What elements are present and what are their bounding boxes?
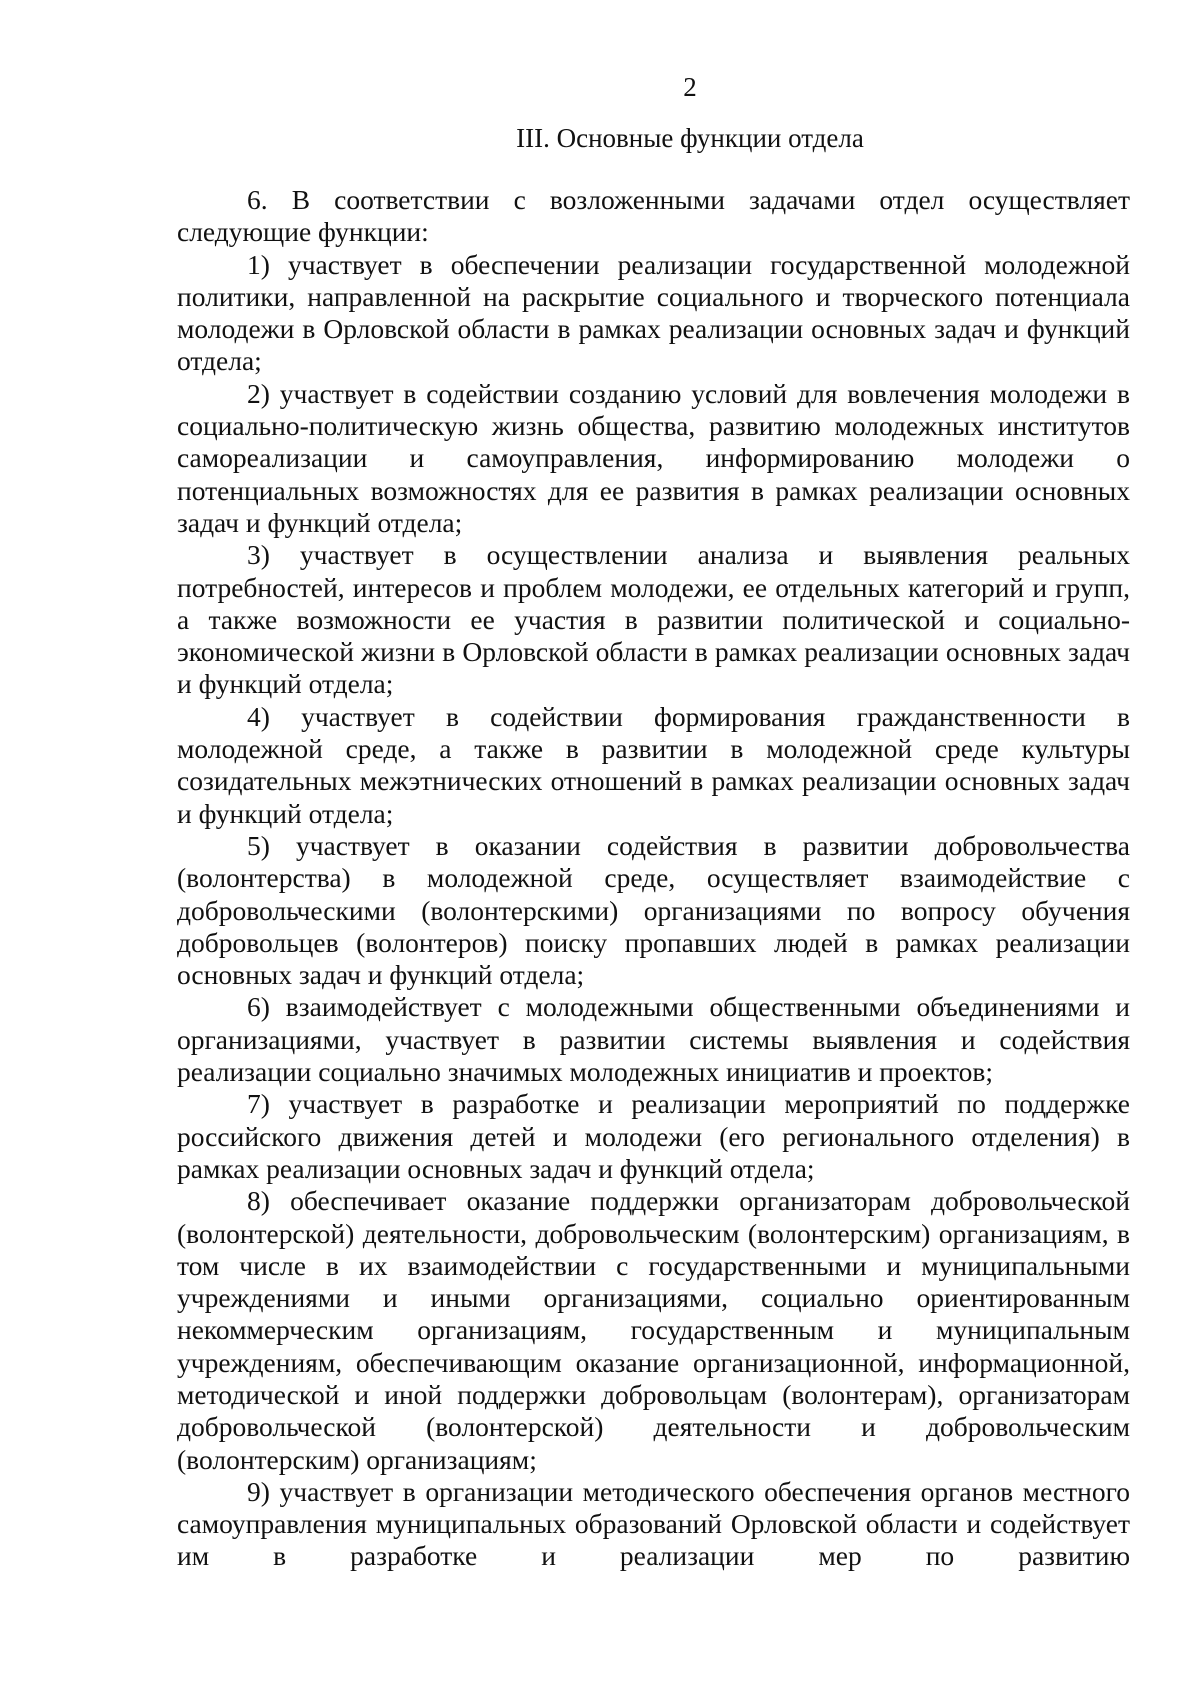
paragraph-subitem-1: 1) участвует в обеспечении реализации государственной молодежной политики, направленной на раскрытие социального и творческого потенциала молодежи в Орловской области в рамках реализации основных задач и функций отдела;	[177, 248, 1130, 377]
paragraph-subitem-2: 2) участвует в содействии созданию условий для вовлечения молодежи в социально-политическую жизнь общества, развитию молодежных институтов самореализации и самоуправления, информированию молодежи о потенциальных возможностях для ее развития в рамках реализации основных задач и функций отдела;	[177, 377, 1130, 538]
paragraph-subitem-9: 9) участвует в организации методического обеспечения органов местного самоуправления муниципальных образований Орловской области и содействует им в разработке и реализации мер по развитию	[177, 1475, 1130, 1572]
paragraph-subitem-7: 7) участвует в разработке и реализации мероприятий по поддержке российского движения детей и молодежи (его регионального отделения) в рамках реализации основных задач и функций отдела;	[177, 1088, 1130, 1184]
document-body	[177, 184, 1130, 1573]
paragraph-subitem-4: 4) участвует в содействии формирования гражданственности в молодежной среде, а также в развитии в молодежной среде культуры созидательных межэтнических отношений в рамках реализации основных задач и функций отдела;	[177, 700, 1130, 829]
paragraph-item-6: 6. В соответствии с возложенными задачами отдел осуществляет следующие функции:	[177, 184, 1130, 248]
paragraph-subitem-8: 8) обеспечивает оказание поддержки организаторам добровольческой (волонтерской) деятельности, добровольческим (волонтерским) организациям, в том числе в их взаимодействии с государственными и муниципальными учреждениями и иными организациями, социально ориентированным некоммерческим организациям, государственным и муниципальным учреждениям, обеспечивающим оказание организационной, информационной, методической и иной поддержки добровольцам (волонтерам), организаторам добровольческой (волонтерской) деятельности и добровольческим (волонтерским) организациям;	[177, 1185, 1130, 1475]
paragraph-subitem-5: 5) участвует в оказании содействия в развитии добровольчества (волонтерства) в молодежной среде, осуществляет взаимодействие с добровольческими (волонтерскими) организациями по вопросу обучения добровольцев (волонтеров) поиску пропавших людей в рамках реализации основных задач и функций отдела;	[177, 829, 1130, 991]
section-title: III. Основные функции отдела	[516, 123, 864, 153]
paragraph-subitem-3: 3) участвует в осуществлении анализа и выявления реальных потребностей, интересов и проблем молодежи, ее отдельных категорий и групп, а также возможности ее участия в развитии политической и социально-экономической жизни в Орловской области в рамках реализации основных задач и функций отдела;	[177, 539, 1130, 700]
paragraph-subitem-6: 6) взаимодействует с молодежными общественными объединениями и организациями, участвует в развитии системы выявления и содействия реализации социально значимых молодежных инициатив и проектов;	[177, 991, 1130, 1088]
page-number: 2	[683, 72, 697, 102]
